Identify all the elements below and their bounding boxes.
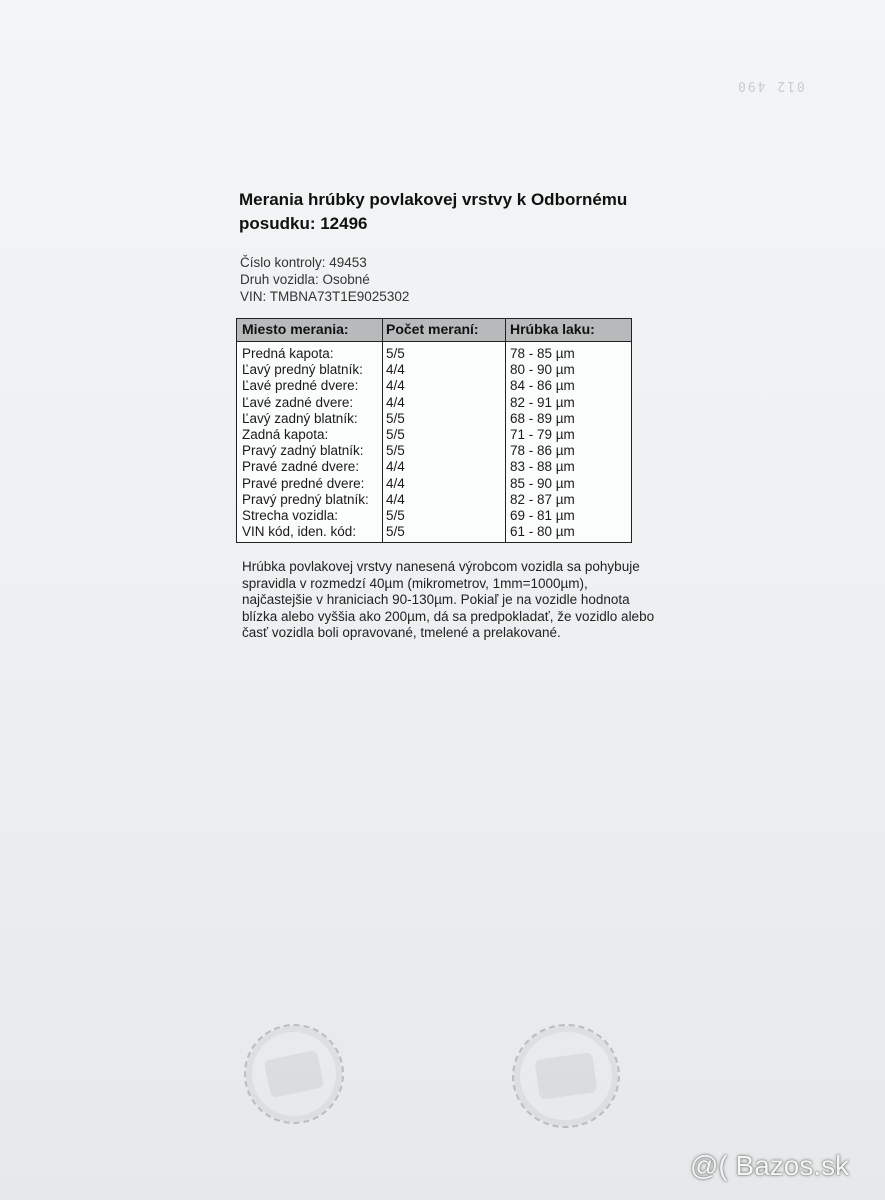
cell-thickness: 82 - 87 µm: [510, 491, 575, 507]
cell-thickness: 82 - 91 µm: [510, 394, 575, 410]
cell-location: Strecha vozidla:: [242, 507, 339, 523]
cell-count: 4/4: [386, 394, 405, 410]
meta-block: [240, 254, 409, 305]
cell-location: Ľavé predné dvere:: [242, 378, 359, 394]
cell-count: 4/4: [386, 362, 405, 378]
cell-location: Ľavý predný blatník:: [242, 362, 363, 378]
cell-thickness: 71 - 79 µm: [510, 426, 575, 442]
official-stamp: [505, 1017, 626, 1135]
serial-number: 012 490: [736, 78, 805, 93]
table-row: [237, 508, 631, 524]
vin-number: VIN: TMBNA73T1E9025302: [240, 289, 410, 304]
table-row: [237, 378, 631, 394]
cell-location: Pravý zadný blatník:: [242, 443, 364, 459]
table-header: [237, 319, 631, 342]
control-number: Číslo kontroly: 49453: [240, 255, 367, 270]
explanation-note: Hrúbka povlakovej vrstvy nanesená výrobcom vozidla sa pohybuje spravidla v rozmedzí 40µm (mikrometrov, 1mm=1000µm), najčastejšie v hraniciach 90-130µm. Pokiaľ je na vozidle hodnota blízka alebo vyššia ako 200µm, dá sa predpokladať, že vozidlo alebo časť vozidla boli opravované, tmelené a prelakované.: [242, 559, 655, 640]
cell-count: 5/5: [386, 507, 405, 523]
cell-location: Zadná kapota:: [242, 426, 329, 442]
cell-count: 5/5: [386, 410, 405, 426]
header-location: Miesto merania:: [242, 321, 349, 337]
measurement-table: [236, 318, 632, 543]
cell-count: 5/5: [386, 524, 405, 540]
table-row: [237, 476, 631, 492]
table-body: [237, 346, 631, 540]
cell-location: VIN kód, iden. kód:: [242, 524, 357, 540]
cell-thickness: 68 - 89 µm: [510, 410, 575, 426]
cell-location: Pravé zadné dvere:: [242, 459, 360, 475]
table-row: [237, 459, 631, 475]
bazos-watermark: @( Bazos.sk: [690, 1150, 850, 1181]
table-row: [237, 411, 631, 427]
header-thickness: Hrúbka laku:: [510, 321, 595, 337]
cell-count: 5/5: [386, 426, 405, 442]
cell-count: 4/4: [386, 475, 405, 491]
vehicle-type: Druh vozidla: Osobné: [240, 272, 370, 287]
table-row: [237, 524, 631, 540]
table-row: [237, 427, 631, 443]
table-row: [237, 362, 631, 378]
cell-thickness: 61 - 80 µm: [510, 524, 575, 540]
cell-count: 4/4: [386, 491, 405, 507]
table-row: [237, 492, 631, 508]
cell-location: Ľavý zadný blatník:: [242, 410, 358, 426]
cell-location: Pravý predný blatník:: [242, 491, 369, 507]
cell-thickness: 83 - 88 µm: [510, 459, 575, 475]
document-title: Merania hrúbky povlakovej vrstvy k Odbornému posudku: 12496: [239, 190, 628, 233]
cell-location: Predná kapota:: [242, 346, 334, 361]
official-stamp: [235, 1015, 354, 1134]
cell-location: Pravé predné dvere:: [242, 475, 365, 491]
cell-thickness: 85 - 90 µm: [510, 475, 575, 491]
cell-count: 4/4: [386, 378, 405, 394]
cell-location: Ľavé zadné dvere:: [242, 394, 354, 410]
table-row: [237, 395, 631, 411]
cell-thickness: 69 - 81 µm: [510, 507, 575, 523]
cell-thickness: 80 - 90 µm: [510, 362, 575, 378]
cell-thickness: 78 - 86 µm: [510, 443, 575, 459]
cell-count: 4/4: [386, 459, 405, 475]
cell-count: 5/5: [386, 346, 405, 361]
header-count: Počet meraní:: [386, 321, 479, 337]
table-row: [237, 346, 631, 362]
cell-thickness: 78 - 85 µm: [510, 346, 575, 361]
cell-thickness: 84 - 86 µm: [510, 378, 575, 394]
table-row: [237, 443, 631, 459]
cell-count: 5/5: [386, 443, 405, 459]
